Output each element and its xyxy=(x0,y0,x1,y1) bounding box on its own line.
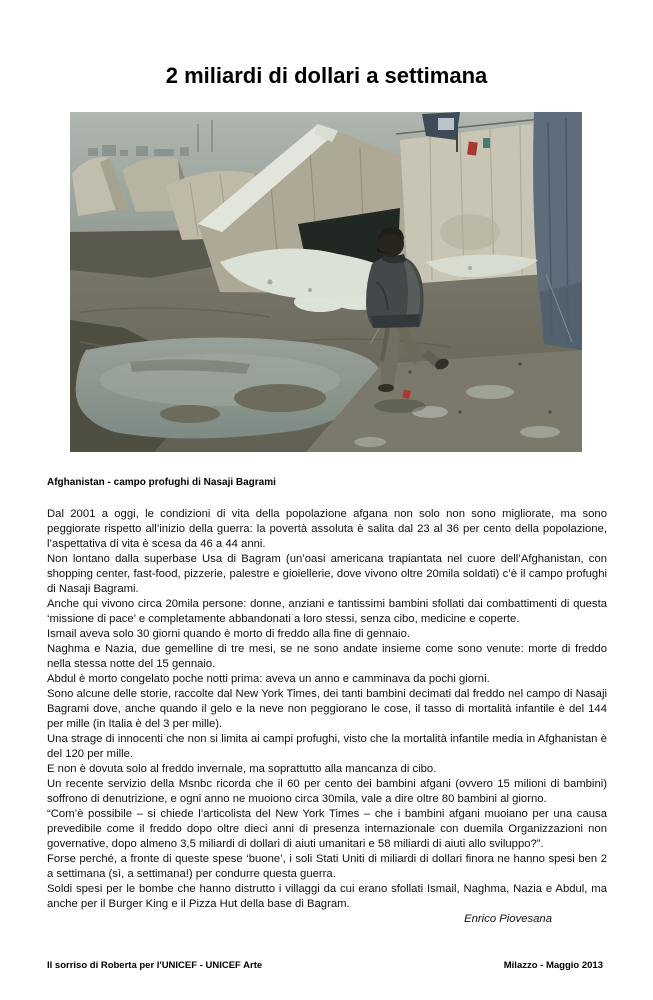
page-footer xyxy=(47,960,603,971)
article-paragraph: Abdul è morto congelato poche notti prima: aveva un anno e camminava da pochi giorni. xyxy=(47,673,490,685)
article-paragraph: Un recente servizio della Msnbc ricorda che il 60 per cento dei bambini afgani (ovvero 15 milioni di bambini) soffrono di denutrizione, e ogni anno ne muoiono circa 30mila, vale a dire oltre 80 bambini al giorno. xyxy=(47,778,607,805)
article-title: 2 miliardi di dollari a settimana xyxy=(165,63,488,88)
footer-left-text: Il sorriso di Roberta per l'UNICEF - UNICEF Arte xyxy=(47,960,263,971)
article-paragraph: Una strage di innocenti che non si limita ai campi profughi, visto che la mortalità infantile media in Afghanistan è del 120 per mille. xyxy=(47,733,607,760)
author-signature: Enrico Piovesana xyxy=(464,913,552,925)
photo-caption: Afghanistan - campo profughi di Nasaji Bagrami xyxy=(47,477,276,488)
article-paragraph: Sono alcune delle storie, raccolte dal New York Times, dei tanti bambini decimati dal freddo nel campo di Nasaji Bagrami dove, anche quando il gelo e la neve non peggiorano le cose, il tasso di mortalità infantile è del 144 per mille (in Italia è del 3 per mille). xyxy=(47,688,607,730)
article-paragraph: Naghma e Nazia, due gemelline di tre mesi, se ne sono andate insieme come sono venute: morte di freddo nella stessa notte del 15 gennaio. xyxy=(47,643,607,670)
refugee-camp-photo-illustration xyxy=(70,112,582,452)
article-paragraph: Dal 2001 a oggi, le condizioni di vita della popolazione afgana non solo non sono migliorate, ma sono peggiorate rispetto all’inizio della guerra: la povertà assoluta è salita dal 23 al 36 per cento della popolazione, l’aspettativa di vita è scesa da 46 a 44 anni. xyxy=(47,508,607,550)
article-paragraph: Soldi spesi per le bombe che hanno distrutto i villaggi da cui erano sfollati Ismail, Naghma, Nazia e Abdul, ma anche per il Burger King e il Pizza Hut della base di Bagram. xyxy=(47,883,607,910)
photo-haze-overlay xyxy=(70,112,582,452)
article-body xyxy=(47,507,607,927)
article-paragraph: Anche qui vivono circa 20mila persone: donne, anziani e tantissimi bambini sfollati dai combattimenti di questa ‘missione di pace’ e completamente abbandonati a loro stessi, senza cibo, medicine e coperte. xyxy=(47,598,607,625)
article-paragraph: E non è dovuta solo al freddo invernale, ma soprattutto alla mancanza di cibo. xyxy=(47,763,437,775)
article-paragraph: Forse perché, a fronte di queste spese ‘buone’, i soli Stati Uniti di miliardi di dollari finora ne hanno spesi ben 2 a settimana (sì, a settimana!) per condurre questa guerra. xyxy=(47,853,607,880)
footer-right-text: Milazzo - Maggio 2013 xyxy=(503,960,603,971)
refugee-camp-photo xyxy=(70,112,582,452)
article-paragraph: Ismail aveva solo 30 giorni quando è morto di freddo alla fine di gennaio. xyxy=(47,628,410,640)
article-paragraph: “Com’è possibile – si chiede l’articolista del New York Times – che i bambini afgani muoiano per una causa prevedibile come il freddo dopo oltre dieci anni di presenza internazionale con duemila Organizzazioni non governative, dopo almeno 3,5 miliardi di dollari di aiuti umanitari e 58 miliardi di aiuti allo sviluppo?”. xyxy=(47,808,607,850)
article-paragraph: Non lontano dalla superbase Usa di Bagram (un’oasi americana trapiantata nel cuore dell’Afghanistan, con shopping center, fast-food, pizzerie, palestre e gioiellerie, dove vivono oltre 20mila soldati) c’è il campo profughi di Nasaji Bagrami. xyxy=(47,553,607,595)
